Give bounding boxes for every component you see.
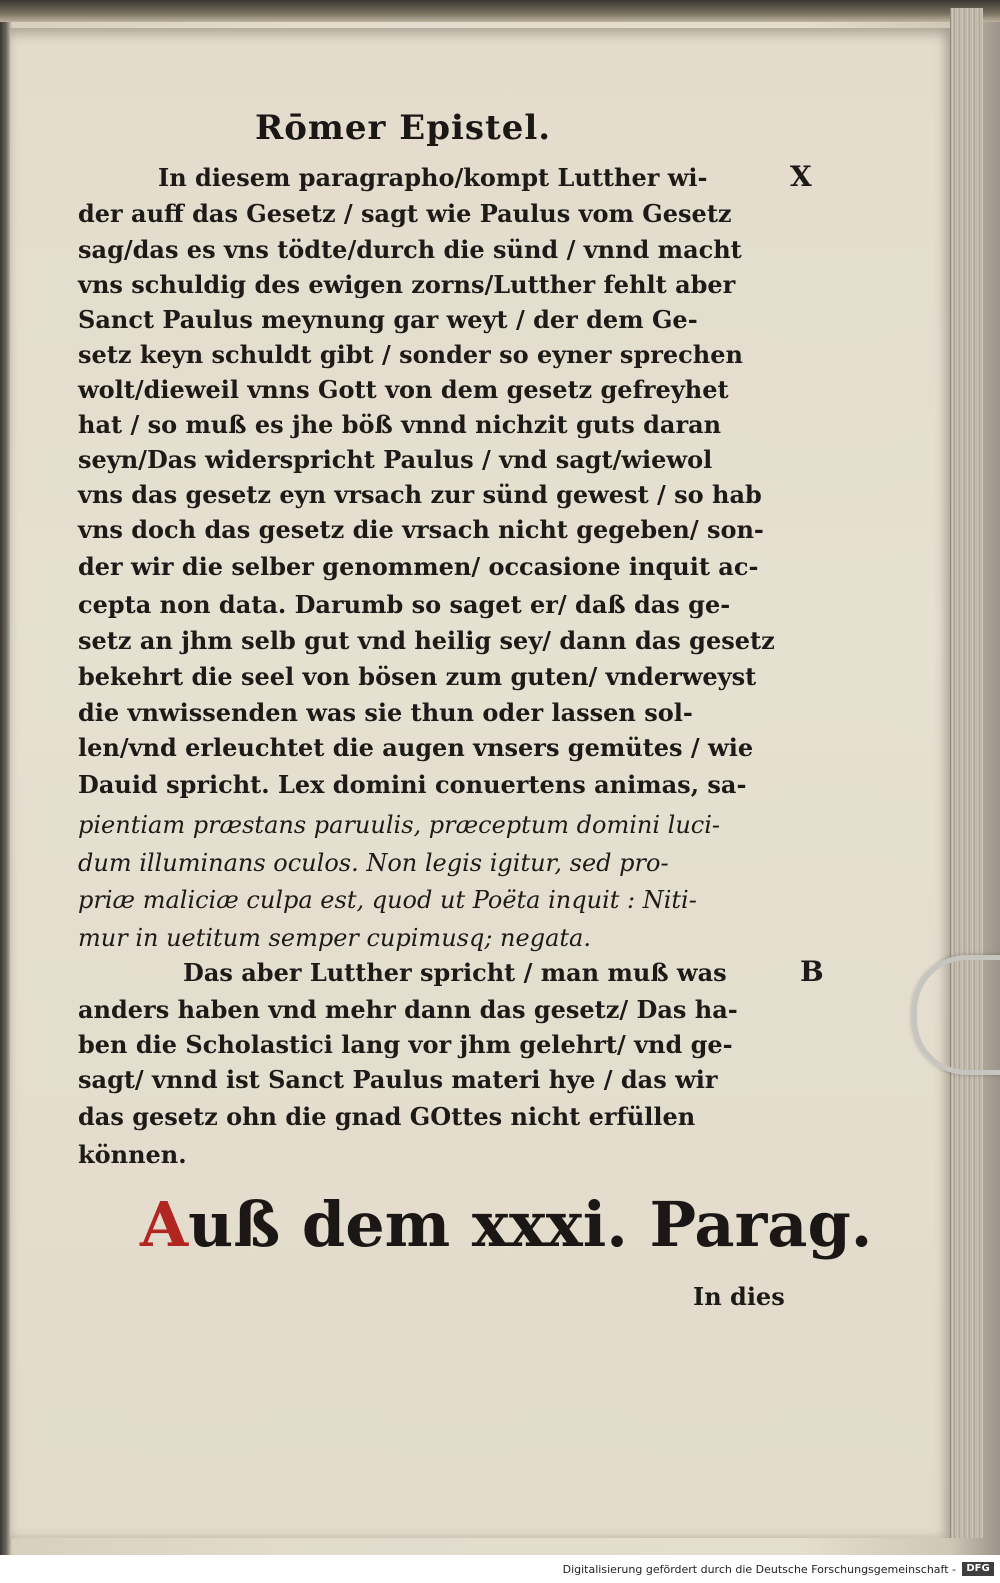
text-line: Das aber Lutther spricht / man muß was	[183, 958, 727, 987]
text-line: die vnwissenden was sie thun oder lassen sol-	[78, 698, 693, 727]
catchword: In dies	[693, 1282, 785, 1311]
text-line: bekehrt die seel von bösen zum guten/ vnderweyst	[78, 662, 757, 691]
text-line: seyn/Das widerspricht Paulus / vnd sagt/wiewol	[78, 445, 713, 474]
text-line: sagt/ vnnd ist Sanct Paulus materi hye / das wir	[78, 1065, 718, 1094]
text-line: wolt/dieweil vnns Gott von dem gesetz gefreyhet	[78, 375, 729, 404]
page-edges	[950, 8, 983, 1538]
text-line: len/vnd erleuchtet die augen vnsers gemütes / wie	[78, 733, 754, 762]
rubricated-initial: A	[140, 1188, 189, 1261]
text-line: pientiam præstans paruulis, præceptum domini luci-	[78, 811, 721, 839]
section-heading	[140, 1188, 872, 1261]
footer-bar	[0, 1555, 1000, 1583]
text-line: priæ maliciæ culpa est, quod ut Poëta inquit : Niti-	[78, 886, 697, 914]
text-line: vns schuldig des ewigen zorns/Lutther fehlt aber	[78, 270, 736, 299]
text-line: das gesetz ohn die gnad GOttes nicht erfüllen	[78, 1102, 696, 1131]
text-line: dum illuminans oculos. Non legis igitur, sed pro-	[78, 849, 669, 877]
text-line: hat / so muß es jhe böß vnnd nichzit guts daran	[78, 410, 722, 439]
text-line: der auff das Gesetz / sagt wie Paulus vom Gesetz	[78, 199, 732, 228]
margin-mark: X	[790, 160, 812, 193]
text-line: Dauid spricht. Lex domini conuertens animas, sa-	[78, 770, 747, 799]
text-line: mur in uetitum semper cupimusq; negata.	[78, 924, 591, 952]
text-line: setz an jhm selb gut vnd heilig sey/ dann das gesetz	[78, 626, 775, 655]
text-line: Sanct Paulus meynung gar weyt / der dem Ge-	[78, 305, 698, 334]
text-line: sag/das es vns tödte/durch die sünd / vnnd macht	[78, 235, 742, 264]
dfg-logo: DFG	[962, 1562, 994, 1576]
text-line: vns doch das gesetz die vrsach nicht gegeben/ son-	[78, 515, 764, 544]
text-line: ben die Scholastici lang vor jhm gelehrt/ vnd ge-	[78, 1030, 733, 1059]
text-line: setz keyn schuldt gibt / sonder so eyner sprechen	[78, 340, 743, 369]
text-line: vns das gesetz eyn vrsach zur sünd gewest / so hab	[78, 480, 762, 509]
text-line: der wir die selber genommen/ occasione inquit ac-	[78, 552, 759, 581]
footer-credit: Digitalisierung gefördert durch die Deutsche Forschungsgemeinschaft -	[562, 1563, 956, 1576]
text-line: können.	[78, 1140, 187, 1169]
text-line: In diesem paragrapho/kompt Lutther wi-	[158, 163, 708, 192]
running-heading: Rōmer Epistel.	[255, 108, 552, 148]
margin-mark: B	[800, 955, 824, 988]
section-heading-text: uß dem xxxi. Parag.	[188, 1188, 873, 1261]
text-line: anders haben vnd mehr dann das gesetz/ Das ha-	[78, 995, 738, 1024]
book-top-edge	[0, 0, 1000, 22]
text-line: cepta non data. Darumb so saget er/ daß das ge-	[78, 590, 731, 619]
